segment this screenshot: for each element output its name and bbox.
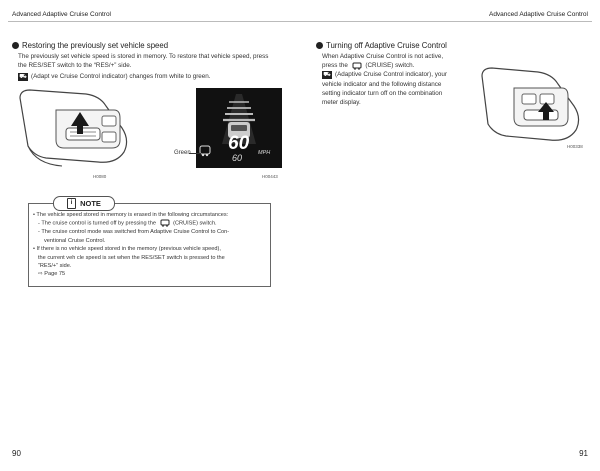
left-section-title-text: Restoring the previously set vehicle speed (22, 41, 169, 50)
right-page-number: 91 (579, 449, 588, 458)
note-bullet-1: • The vehicle speed stored in memory is erased in the following circumstances: (33, 212, 229, 218)
figure3-code: H00338 (567, 144, 583, 149)
right-section-title (316, 41, 447, 50)
left-paragraph (18, 52, 298, 82)
speed-large-value: 60 (228, 133, 250, 154)
note-bullet-2: • If there is no vehicle speed stored in the memory (previous vehicle speed), (33, 246, 221, 253)
steering-wheel-res-figure (16, 88, 150, 168)
right-line-3-text: (Adaptive Cruise Control indicator), your (335, 71, 447, 79)
speed-unit: MPH (258, 150, 271, 156)
right-line-2 (322, 61, 462, 70)
note-dash-2-cont: ventional Cruise Control. (44, 237, 106, 244)
right-line-6: meter display. (322, 99, 361, 107)
cruise-indicator-green-icon (199, 143, 211, 157)
header-divider (8, 21, 592, 22)
left-page-number: 90 (12, 449, 21, 458)
figure1-code: H0080 (93, 174, 107, 179)
right-line-4: vehicle indicator and the following distance (322, 80, 442, 88)
note-dash-1-pre: The cruise control is turned off by pressing the (41, 220, 156, 227)
bullet-dot-icon (316, 42, 323, 49)
note-bullet-2-a: If there is no vehicle speed stored in the memory (previous vehicle speed), (36, 246, 221, 253)
left-para-line2: the RES/SET switch to the “RES/+” side. (18, 62, 132, 70)
right-section-title-text: Turning off Adaptive Cruise Control (326, 41, 447, 50)
green-callout-label: Green (174, 150, 191, 156)
note-page-ref[interactable]: ⇨ Page 75 (38, 271, 66, 278)
right-paragraph (322, 52, 462, 107)
cruise-switch-icon (160, 219, 170, 227)
left-indicator-text: (Adapt ve Cruise Control indicator) changes from white to green. (31, 73, 211, 81)
right-line-3 (322, 70, 462, 79)
left-para-line1: The previously set vehicle speed is stored in memory. To restore that vehicle speed, press (18, 53, 269, 60)
right-line-1: When Adaptive Cruise Control is not active, (322, 53, 444, 60)
note-bullet-1-text: The vehicle speed stored in memory is erased in the following circumstances: (36, 212, 229, 218)
note-info-icon: i (67, 198, 76, 209)
note-label-text: NOTE (80, 199, 101, 208)
right-line-2-pre: press the (322, 62, 348, 70)
right-line-5: setting indicator turn off on the combination (322, 89, 443, 97)
note-dash-2: - The cruise control mode was switched from Adaptive Cruise Control to Con- (38, 229, 230, 236)
note-content (33, 211, 267, 279)
note-dash-1: - The cruise control is turned off by pressing the (CRUISE) switch. (38, 220, 217, 227)
header-right-title: Advanced Adaptive Cruise Control (488, 11, 588, 18)
note-bullet-2-c: “RES/+” side. (38, 262, 72, 269)
left-section-title (12, 41, 168, 50)
note-dash-2-a: The cruise control mode was switched from Adaptive Cruise Control to Con- (41, 229, 230, 236)
speed-small-value: 60 (232, 153, 243, 163)
callout-leader-line (189, 153, 201, 154)
left-indicator-line (18, 72, 298, 81)
cruise-switch-icon (352, 62, 362, 70)
cruise-indicator-icon: ⛟ (323, 71, 331, 78)
bullet-dot-icon (12, 42, 19, 49)
steering-wheel-cruise-figure (478, 64, 590, 144)
figure2-code: H00443 (262, 174, 278, 179)
cruise-indicator-icon: ⛟ (19, 73, 27, 80)
note-label (53, 196, 115, 211)
note-dash-1-post: (CRUISE) switch. (173, 220, 217, 227)
header-left-title: Advanced Adaptive Cruise Control (12, 11, 112, 18)
right-line-2-post: (CRUISE) switch. (365, 62, 415, 70)
note-bullet-2-b: the current veh cle speed is set when the RES/SET switch is pressed to the (38, 254, 225, 261)
